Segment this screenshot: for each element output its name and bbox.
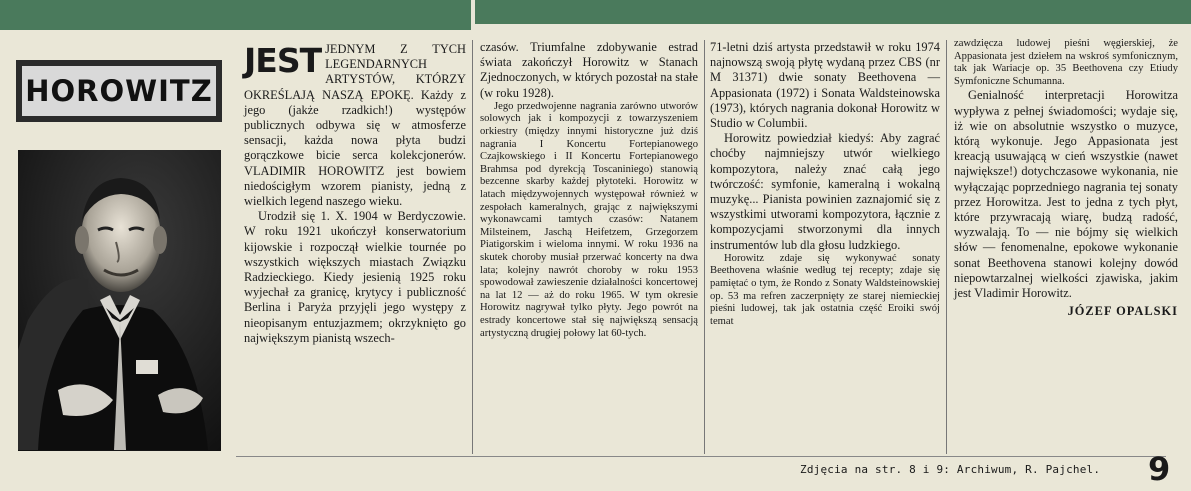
horowitz-photo <box>18 150 221 451</box>
article-title-box <box>16 60 222 122</box>
col1-paragraph-1 <box>244 42 466 209</box>
article-column-3 <box>710 40 940 328</box>
col4-paragraph-1: zawdzięcza ludowej pieśni węgierskiej, że Appasionata jest dziełem na wskroś symfonicznym, tak jak Wariacje op. 35 Beethovena czy Etiudy Symfoniczne Schumanna. <box>954 38 1178 87</box>
article-column-2 <box>480 40 698 340</box>
portrait-illustration <box>18 150 221 451</box>
article-title-inner <box>22 66 216 116</box>
top-green-bar-right <box>475 0 1191 24</box>
col2-paragraph-1: czasów. Triumfalne zdobywanie estrad świata zakończył Horowitz w Stanach Zjednoczonych, w których pozostał na stałe (w roku 1928). <box>480 40 698 100</box>
column-rule-1 <box>472 40 473 454</box>
col3-paragraph-2: Horowitz powiedział kiedyś: Aby zagrać choćby najmniejszy utwór wielkiego kompozytora, należy znać całą jego twórczość: symfonie, kameralną i wokalną muzykę... Pianista powinien zaznajomić się z wszystkimi utworami kompozytora, łącznie z kompozycjami stworzonymi dla innych instrumentów lub dla głosu ludzkiego. <box>710 131 940 252</box>
col4-paragraph-2: Genialność interpretacji Horowitza wypływa z pełnej świadomości; wydaje się, iż wie on absolutnie wszystko o muzyce, którą wykonuje. Jego Appasionata jest kreacją usuwającą w cień wszystkie (nawet największe!) dotychczasowe wykonania, nie wyłączając poprzedniego nagrania tej sonaty przez Horowitza. Jest to jedna z tych płyt, które przywracają wiarę, budzą radość, wyzwalają. To — nie bójmy się wielkich słów — fenomenalne, epokowe wykonanie sonat Beethovena stanowi kolejny dowód niepowtarzalnej wielkości zjawiska, jakim jest Vladimir Horowitz. <box>954 88 1178 301</box>
photo-credit: Zdjęcia na str. 8 i 9: Archiwum, R. Pajchel. <box>800 463 1101 476</box>
page-number: 9 <box>1148 450 1171 488</box>
column-rule-3 <box>946 40 947 454</box>
col1-lead-text: JEDNYM Z TYCH LEGENDARNYCH ARTYSTÓW, KTÓRZY OKREŚLAJĄ NASZĄ EPOKĘ. Każdy z jego (jakże rzadkich!) występów publicznych odbywa się w atmosferze sensacji, każda nowa płyta budzi gorączkowe bicie serca kolekcjonerów. VLADIMIR HOROWITZ jest bowiem niedościgłym wzorem pianisty, jedną z wielkich legend naszego wieku. <box>244 42 466 209</box>
drop-cap: JEST <box>244 41 322 80</box>
col3-paragraph-1: 71-letni dziś artysta przedstawił w roku 1974 najnowszą swoją płytę wydaną przez CBS (nr M 31371) dwie sonaty Beethovena — Appasionata (1972) i Sonata Waldsteinowska (1973), których nagrania dokonał Horowitz w Studio w Columbii. <box>710 40 940 131</box>
article-column-1 <box>244 42 466 346</box>
footer-rule <box>236 456 1166 457</box>
col1-paragraph-2: Urodził się 1. X. 1904 w Berdyczowie. W roku 1921 ukończył konserwatorium kijowskie i rozpoczął wielkie tournée po wszystkich większych miastach Związku Radzieckiego. Kiedy jesienią 1925 roku wyjechał za granicę, krytycy i publiczność Berlina i Paryża przyjęli jego występy z nieopisanym entuzjazmem; okrzyknięto go największym pianistą wszech- <box>244 209 466 345</box>
top-green-bar-left <box>0 0 471 30</box>
column-rule-2 <box>704 40 705 454</box>
author-signature: JÓZEF OPALSKI <box>1067 304 1178 319</box>
article-column-4 <box>954 38 1178 319</box>
col3-paragraph-3: Horowitz zdaje się wykonywać sonaty Beethovena właśnie według tej recepty; zdaje się pamiętać o tym, że Rondo z Sonaty Waldsteinowskiej op. 53 ma refren zaczerpnięty ze starej niemieckiej pieśni ludowej, tak jak ostatnia część Eroiki swój temat <box>710 252 940 327</box>
article-title: HOROWITZ <box>25 74 213 108</box>
col2-paragraph-2: Jego przedwojenne nagrania zarówno utworów solowych jak i kompozycji z towarzyszeniem orkiestry (między innymi historyczne już dziś nagrania I Koncertu Fortepianowego Czajkowskiego i II Koncertu Fortepianowego Brahmsa pod dyrekcją Toscaniniego) stanowią bezcenne skarby każdej płytoteki. Horowitz w latach międzywojennych występował również w zespołach kameralnych, grając z największymi wykonawcami tamtych czasów: Natanem Milsteinem, Jaschą Heifetzem, Grzegorzem Piatigorskim i wieloma innymi. W roku 1936 na skutek choroby musiał przerwać koncerty na dwa lata; kolejny nawrót choroby w roku 1953 spowodował zawieszenie działalności koncertowej na lat 12 — aż do roku 1965. W tym okresie Horowitz nagrywał tylko płyty. Jego powrót na estrady koncertowe stał się największą sensacją artystyczną drugiej połowy lat 60-tych. <box>480 100 698 339</box>
